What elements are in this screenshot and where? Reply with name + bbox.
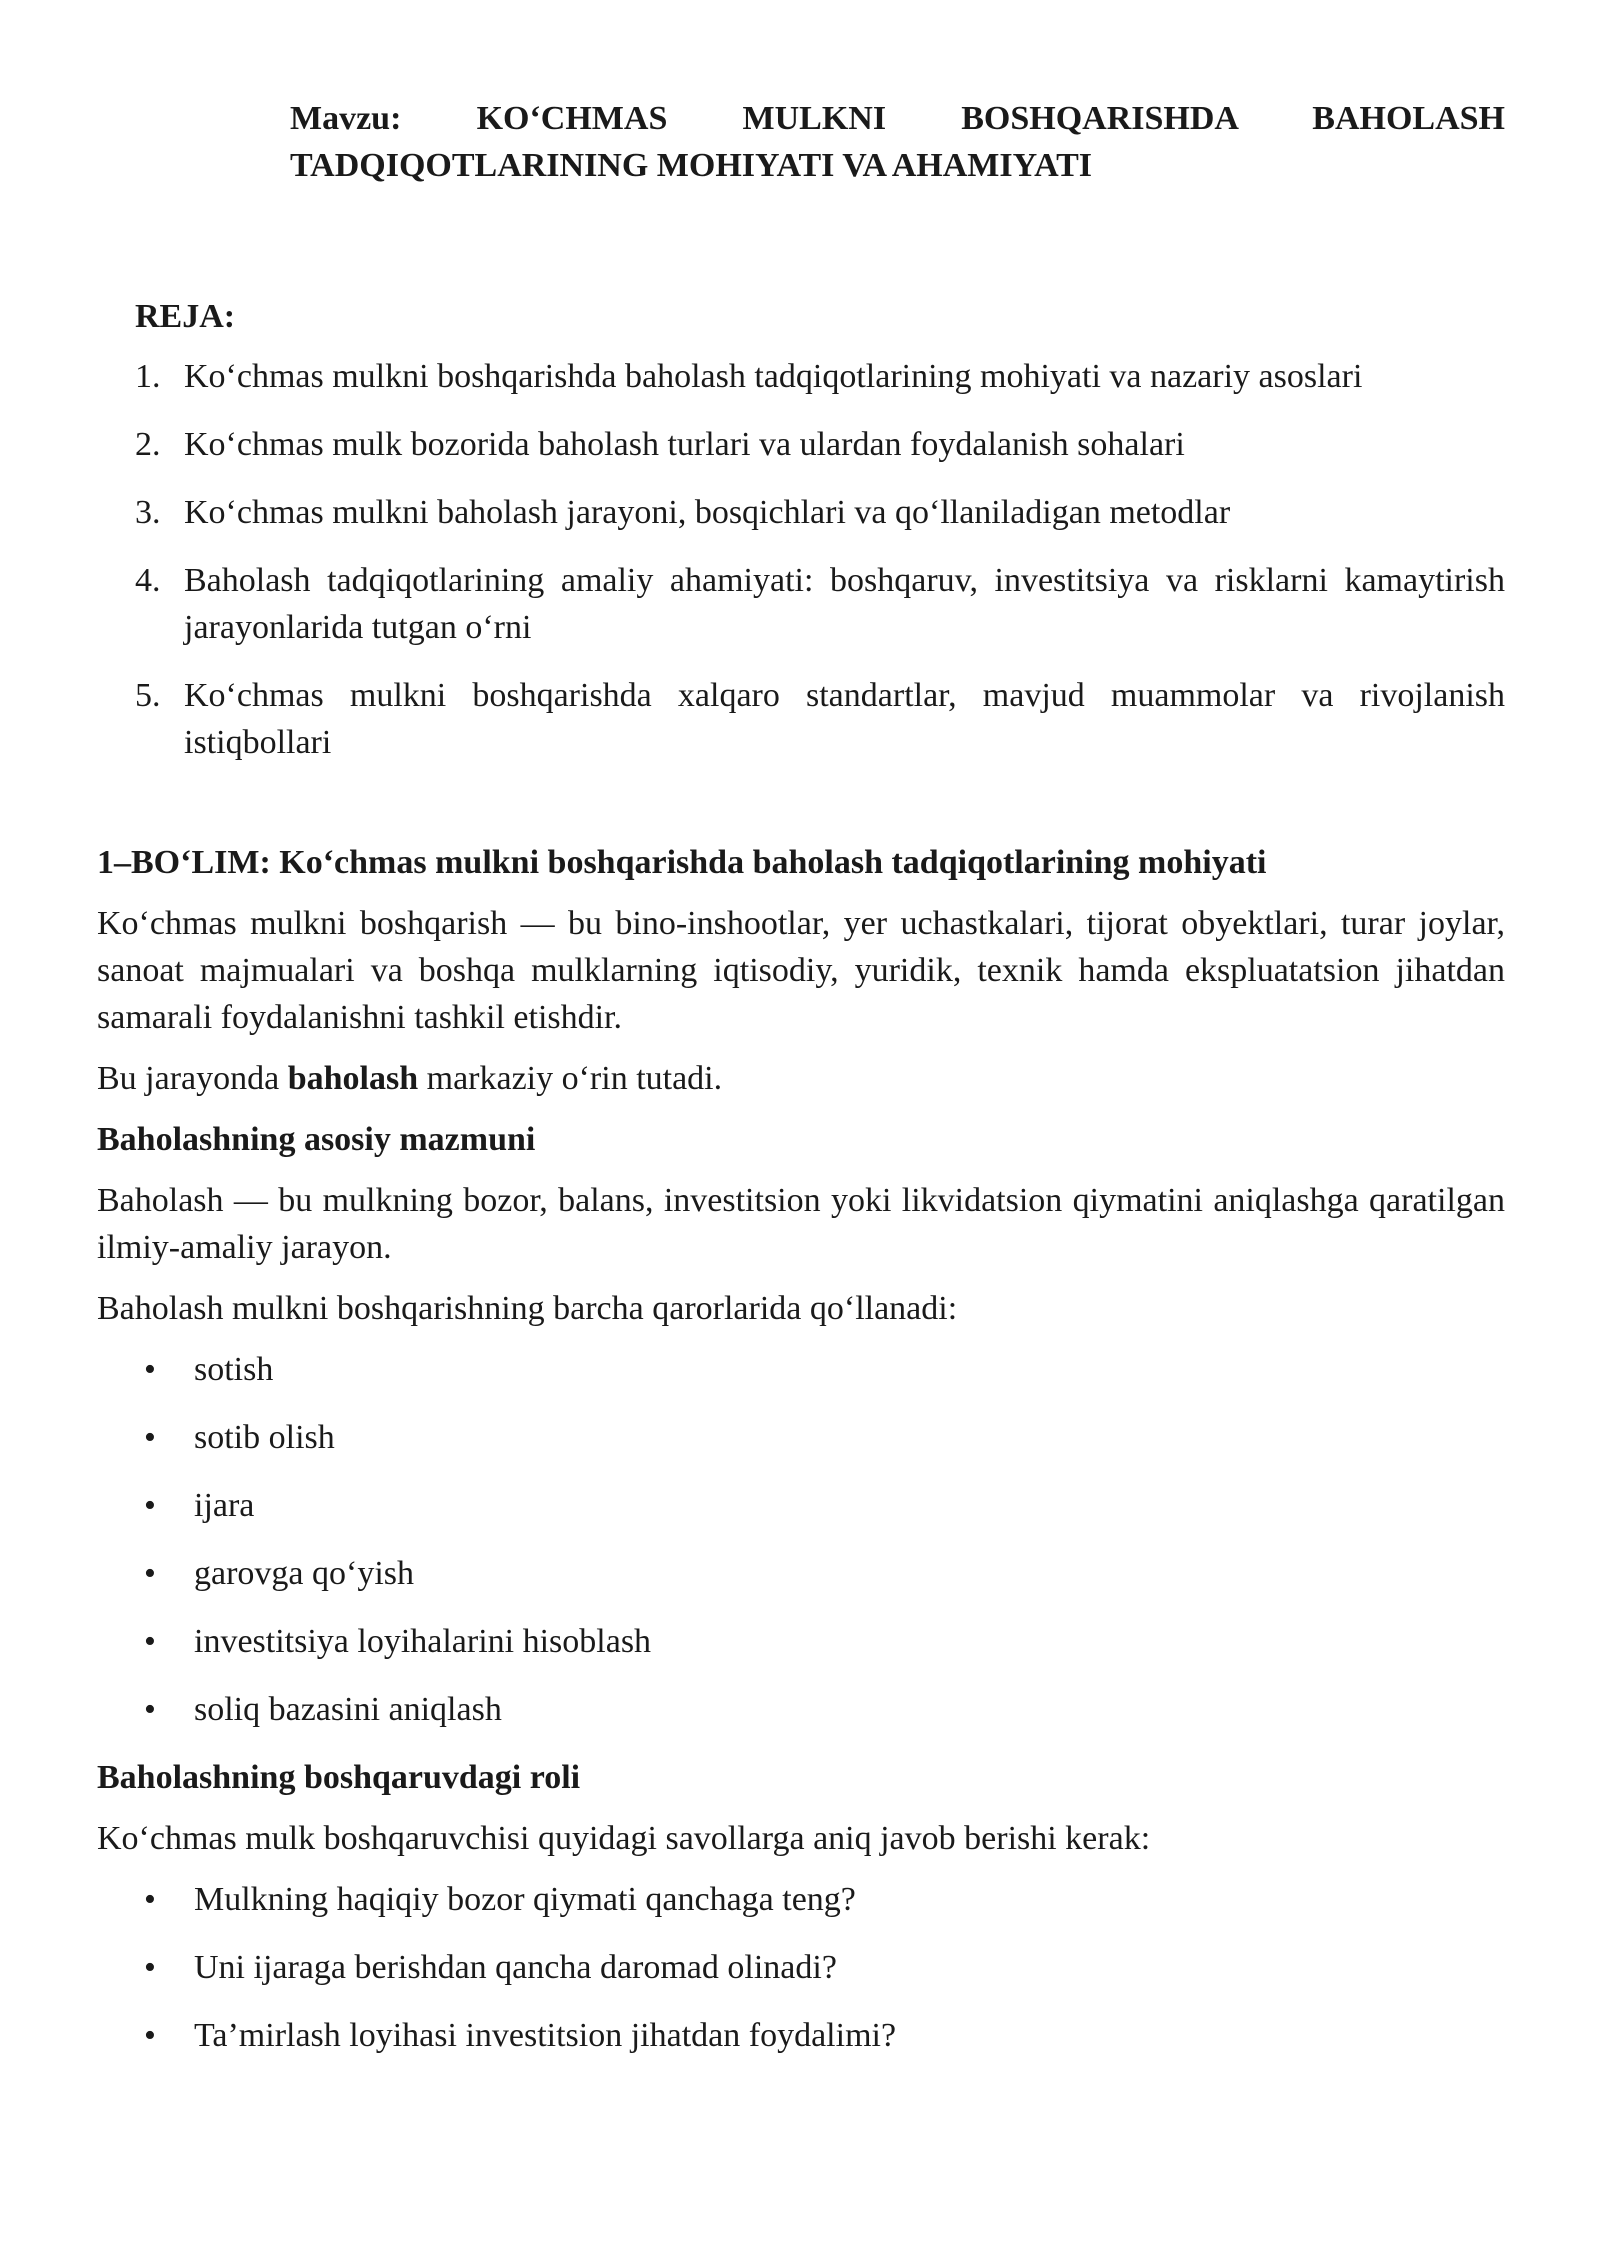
subheading-management-role: Baholashning boshqaruvdagi roli (97, 1759, 581, 1796)
section-1-title: 1–BO‘LIM: Ko‘chmas mulkni boshqarishda baholash tadqiqotlarining mohiyati (97, 844, 1267, 881)
usage-list-item (97, 1550, 1505, 1597)
document-page (97, 0, 1505, 2080)
bullet-icon: • (144, 1555, 156, 1592)
bullet-icon: • (144, 1623, 156, 1660)
central-role-text-before: Bu jarayonda (97, 1060, 288, 1097)
central-role-text-after: markaziy o‘rin tutadi. (418, 1060, 723, 1097)
plan-heading: REJA: (135, 298, 236, 335)
central-role-paragraph (97, 1055, 1505, 1102)
title-line-1: Mavzu: KO‘CHMAS MULKNI BOSHQARISHDA BAHOLASH (290, 100, 1505, 137)
usage-item-text: garovga qo‘yish (194, 1555, 415, 1592)
usage-list-item (97, 1618, 1505, 1665)
plan-item-text: Ko‘chmas mulkni boshqarishda baholash tadqiqotlarining mohiyati va nazariy asoslari (184, 358, 1363, 395)
question-text: Mulkning haqiqiy bozor qiymati qanchaga teng? (194, 1881, 856, 1918)
question-text: Ta’mirlash loyihasi investitsion jihatdan foydalimi? (194, 2017, 897, 2054)
usage-item-text: investitsiya loyihalarini hisoblash (194, 1623, 652, 1660)
plan-item-text: Ko‘chmas mulkni boshqarishda xalqaro standartlar, mavjud muammolar va rivojlanish istiqbollari (184, 677, 1505, 761)
usage-list-item (97, 1482, 1505, 1529)
plan-item-text: Baholash tadqiqotlarining amaliy ahamiyati: boshqaruv, investitsiya va risklarni kamaytirish jarayonlarida tutgan o‘rni (184, 562, 1505, 646)
plan-item (97, 421, 1505, 468)
bullet-icon: • (144, 1949, 156, 1986)
plan-item-text: Ko‘chmas mulk bozorida baholash turlari va ulardan foydalanish sohalari (184, 426, 1185, 463)
usage-list-item (97, 1346, 1505, 1393)
usage-intro: Baholash mulkni boshqarishning barcha qarorlarida qo‘llanadi: (97, 1290, 958, 1327)
plan-item-number: 3. (135, 494, 161, 531)
plan-item-text: Ko‘chmas mulkni baholash jarayoni, bosqichlari va qo‘llaniladigan metodlar (184, 494, 1231, 531)
question-list-item (97, 1944, 1505, 1991)
questions-intro: Ko‘chmas mulk boshqaruvchisi quyidagi savollarga aniq javob berishi kerak: (97, 1820, 1151, 1857)
usage-list (97, 1346, 1505, 1733)
question-text: Uni ijaraga berishdan qancha daromad olinadi? (194, 1949, 837, 1986)
bullet-icon: • (144, 1419, 156, 1456)
plan-item (97, 557, 1505, 651)
usage-item-text: sotib olish (194, 1419, 335, 1456)
usage-item-text: ijara (194, 1487, 255, 1524)
usage-item-text: soliq bazasini aniqlash (194, 1691, 502, 1728)
usage-list-item (97, 1686, 1505, 1733)
plan-item (97, 672, 1505, 766)
questions-list (97, 1876, 1505, 2059)
central-role-bold-term: baholash (287, 1060, 419, 1097)
plan-item-number: 5. (135, 677, 161, 714)
section-1-intro: Ko‘chmas mulkni boshqarish — bu bino-inshootlar, yer uchastkalari, tijorat obyektlari, turar joylar, sanoat majmualari va boshqa mulklarning iqtisodiy, yuridik, texnik hamda ekspluatatsion jihatdan samarali foydalanishni tashkil etishdir. (97, 905, 1505, 1036)
question-list-item (97, 1876, 1505, 1923)
bullet-icon: • (144, 1487, 156, 1524)
plan-list (97, 353, 1505, 766)
bullet-icon: • (144, 2017, 156, 2054)
document-title (290, 95, 1505, 189)
plan-item-number: 4. (135, 562, 161, 599)
usage-item-text: sotish (194, 1351, 274, 1388)
bullet-icon: • (144, 1351, 156, 1388)
plan-item-number: 2. (135, 426, 161, 463)
usage-list-item (97, 1414, 1505, 1461)
plan-item (97, 489, 1505, 536)
question-list-item (97, 2012, 1505, 2059)
plan-item (97, 353, 1505, 400)
definition-paragraph: Baholash — bu mulkning bozor, balans, investitsion yoki likvidatsion qiymatini aniqlashga qaratilgan ilmiy-amaliy jarayon. (97, 1182, 1505, 1266)
plan-item-number: 1. (135, 358, 161, 395)
bullet-icon: • (144, 1691, 156, 1728)
title-line-2: TADQIQOTLARINING MOHIYATI VA AHAMIYATI (290, 147, 1093, 184)
subheading-main-content: Baholashning asosiy mazmuni (97, 1121, 536, 1158)
bullet-icon: • (144, 1881, 156, 1918)
